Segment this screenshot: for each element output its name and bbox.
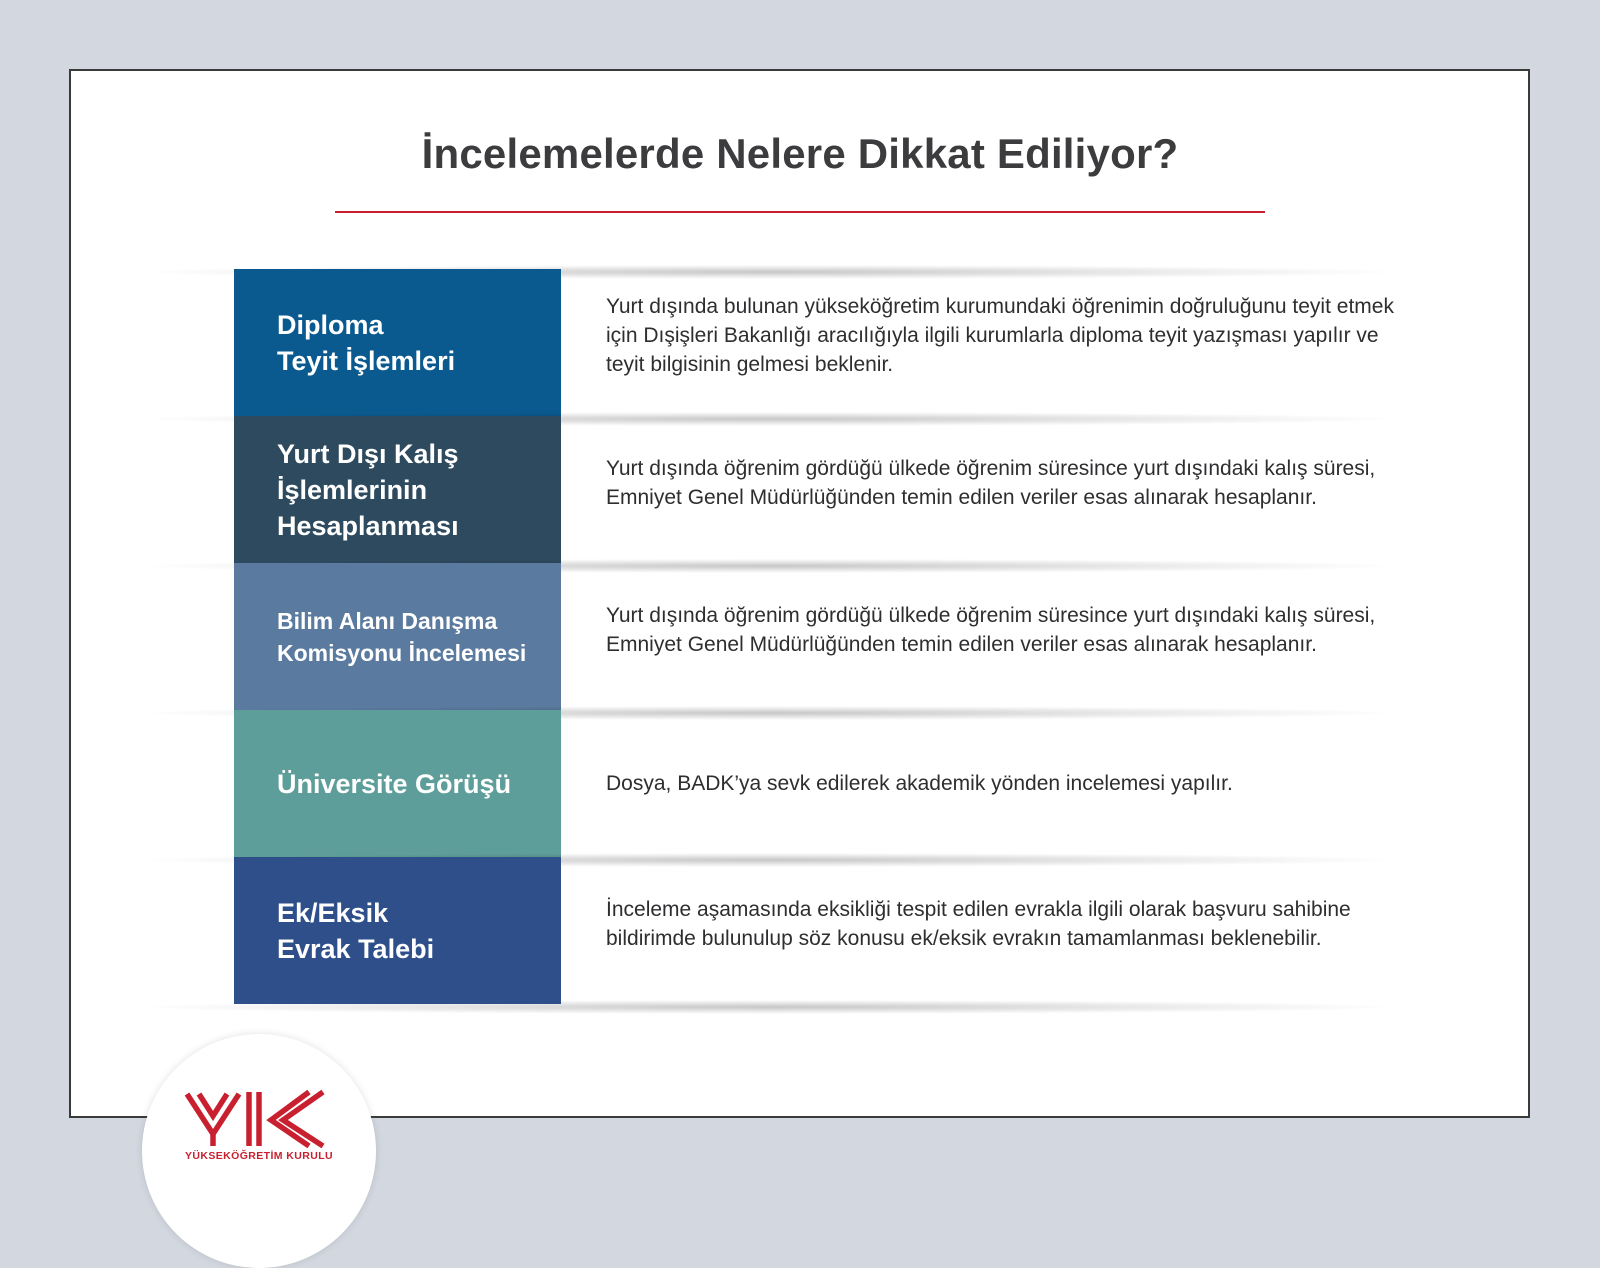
criteria-label: Bilim Alanı Danışma Komisyonu İncelemesi <box>277 607 527 666</box>
logo-caption: YÜKSEKÖĞRETİM KURULU <box>184 1150 333 1162</box>
title-divider <box>335 211 1265 213</box>
criteria-row-university-opinion <box>0 710 1600 857</box>
criteria-label-box <box>234 563 561 710</box>
criteria-description <box>606 269 1396 416</box>
criteria-row-diploma <box>0 269 1600 416</box>
page-title: İncelemelerde Nelere Dikkat Ediliyor? <box>421 130 1179 177</box>
criteria-description-text: Yurt dışında öğrenim gördüğü ülkede öğrenim süresince yurt dışındaki kalış süresi, Emniyet Genel Müdürlüğünden temin edilen veriler esas alınarak hesaplanır. <box>606 603 1376 656</box>
criteria-description <box>606 857 1396 1004</box>
criteria-description-text: İnceleme aşamasında eksikliği tespit edilen evrakla ilgili olarak başvuru sahibine bildirimde bulunulup söz konusu ek/eksik evrakın tamamlanması beklenebilir. <box>606 897 1351 950</box>
yok-logo-icon <box>183 1088 335 1148</box>
criteria-label: Yurt Dışı Kalış İşlemlerinin Hesaplanması <box>277 438 459 541</box>
criteria-row-missing-documents <box>0 857 1600 1004</box>
criteria-label-box <box>234 710 561 857</box>
criteria-label: Ek/Eksik Evrak Talebi <box>277 897 435 964</box>
criteria-label-box <box>234 269 561 416</box>
criteria-description <box>606 416 1396 563</box>
criteria-description-text: Yurt dışında öğrenim gördüğü ülkede öğrenim süresince yurt dışındaki kalış süresi, Emniyet Genel Müdürlüğünden temin edilen veriler esas alınarak hesaplanır. <box>606 456 1376 509</box>
criteria-label: Diploma Teyit İşlemleri <box>277 309 456 376</box>
criteria-description-text: Yurt dışında bulunan yükseköğretim kurumundaki öğrenimin doğruluğunu teyit etmek için Dışişleri Bakanlığı aracılığıyla ilgili kurumlarla diploma teyit yazışması yapılır ve teyit bilgisinin gelmesi beklenir. <box>606 295 1394 376</box>
criteria-list <box>0 269 1600 1004</box>
criteria-label-box <box>234 857 561 1004</box>
criteria-label-box <box>234 416 561 563</box>
criteria-description-text: Dosya, BADK’ya sevk edilerek akademik yönden incelemesi yapılır. <box>606 772 1233 795</box>
criteria-description <box>606 563 1396 710</box>
criteria-label: Üniversite Görüşü <box>277 768 512 799</box>
criteria-row-committee-review <box>0 563 1600 710</box>
criteria-description <box>606 710 1396 857</box>
criteria-row-stay-calculation <box>0 416 1600 563</box>
